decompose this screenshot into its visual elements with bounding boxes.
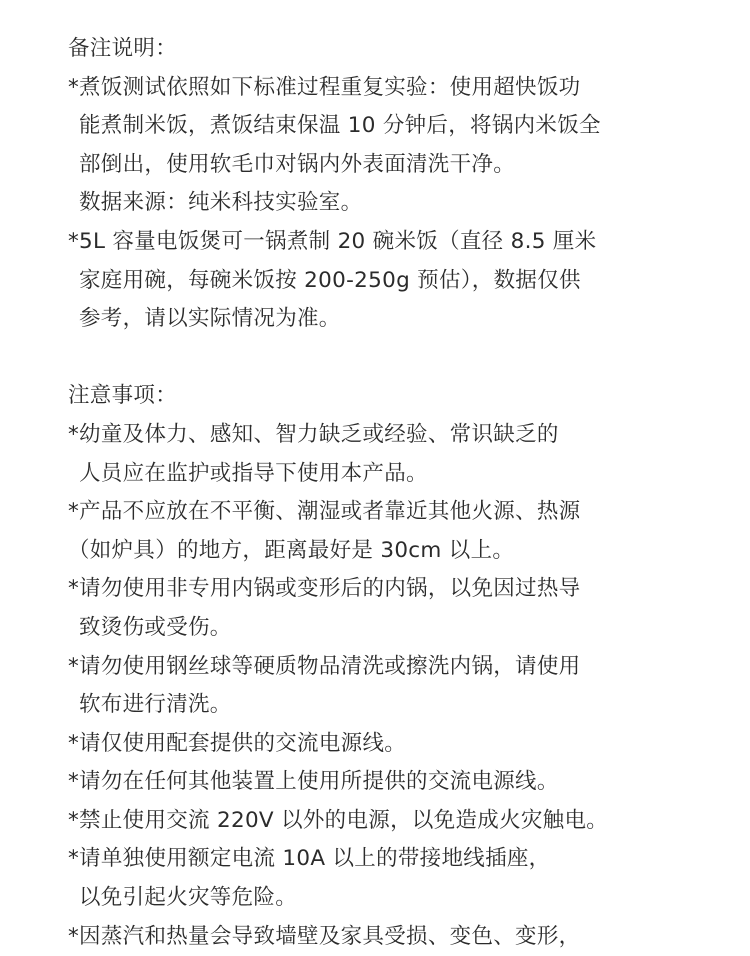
caution-line: *请勿使用非专用内锅或变形后的内锅，以免因过热导 — [68, 576, 581, 602]
document-body — [68, 30, 740, 956]
cautions-heading: 注意事项： — [68, 383, 178, 409]
notes-line: 家庭用碗，每碗米饭按 200-250g 预估），数据仅供 — [79, 267, 581, 293]
caution-line: *请仅使用配套提供的交流电源线。 — [68, 730, 407, 756]
caution-line: *请单独使用额定电流 10A 以上的带接地线插座， — [68, 846, 551, 872]
caution-line: *请勿使用钢丝球等硬质物品清洗或擦洗内锅，请使用 — [68, 653, 581, 679]
caution-line: 软布进行清洗。 — [79, 692, 232, 718]
caution-line: 以免引起火灾等危险。 — [79, 885, 298, 911]
caution-line: *产品不应放在不平衡、潮湿或者靠近其他火源、热源 — [68, 499, 581, 525]
caution-line: *禁止使用交流 220V 以外的电源，以免造成火灾触电。 — [68, 807, 609, 833]
notes-line: 能煮制米饭，煮饭结束保温 10 分钟后，将锅内米饭全 — [79, 113, 601, 139]
caution-line: （如炉具）的地方，距离最好是 30cm 以上。 — [68, 537, 515, 563]
caution-line: *幼童及体力、感知、智力缺乏或经验、常识缺乏的 — [68, 421, 559, 447]
caution-line: *请勿在任何其他装置上使用所提供的交流电源线。 — [68, 769, 559, 795]
notes-line: *煮饭测试依照如下标准过程重复实验：使用超快饭功 — [68, 74, 581, 100]
notes-line: *5L 容量电饭煲可一锅煮制 20 碗米饭（直径 8.5 厘米 — [68, 228, 597, 254]
caution-line: *因蒸汽和热量会导致墙壁及家具受损、变色、变形， — [68, 923, 581, 949]
caution-line: 致烫伤或受伤。 — [79, 614, 232, 640]
section-spacer — [68, 339, 740, 378]
notes-line: 部倒出，使用软毛巾对锅内外表面清洗干净。 — [79, 151, 516, 177]
notes-line: 数据来源：纯米科技实验室。 — [79, 190, 363, 216]
caution-line: 人员应在监护或指导下使用本产品。 — [79, 460, 428, 486]
notes-line: 参考，请以实际情况为准。 — [79, 306, 341, 332]
notes-heading: 备注说明： — [68, 36, 178, 61]
